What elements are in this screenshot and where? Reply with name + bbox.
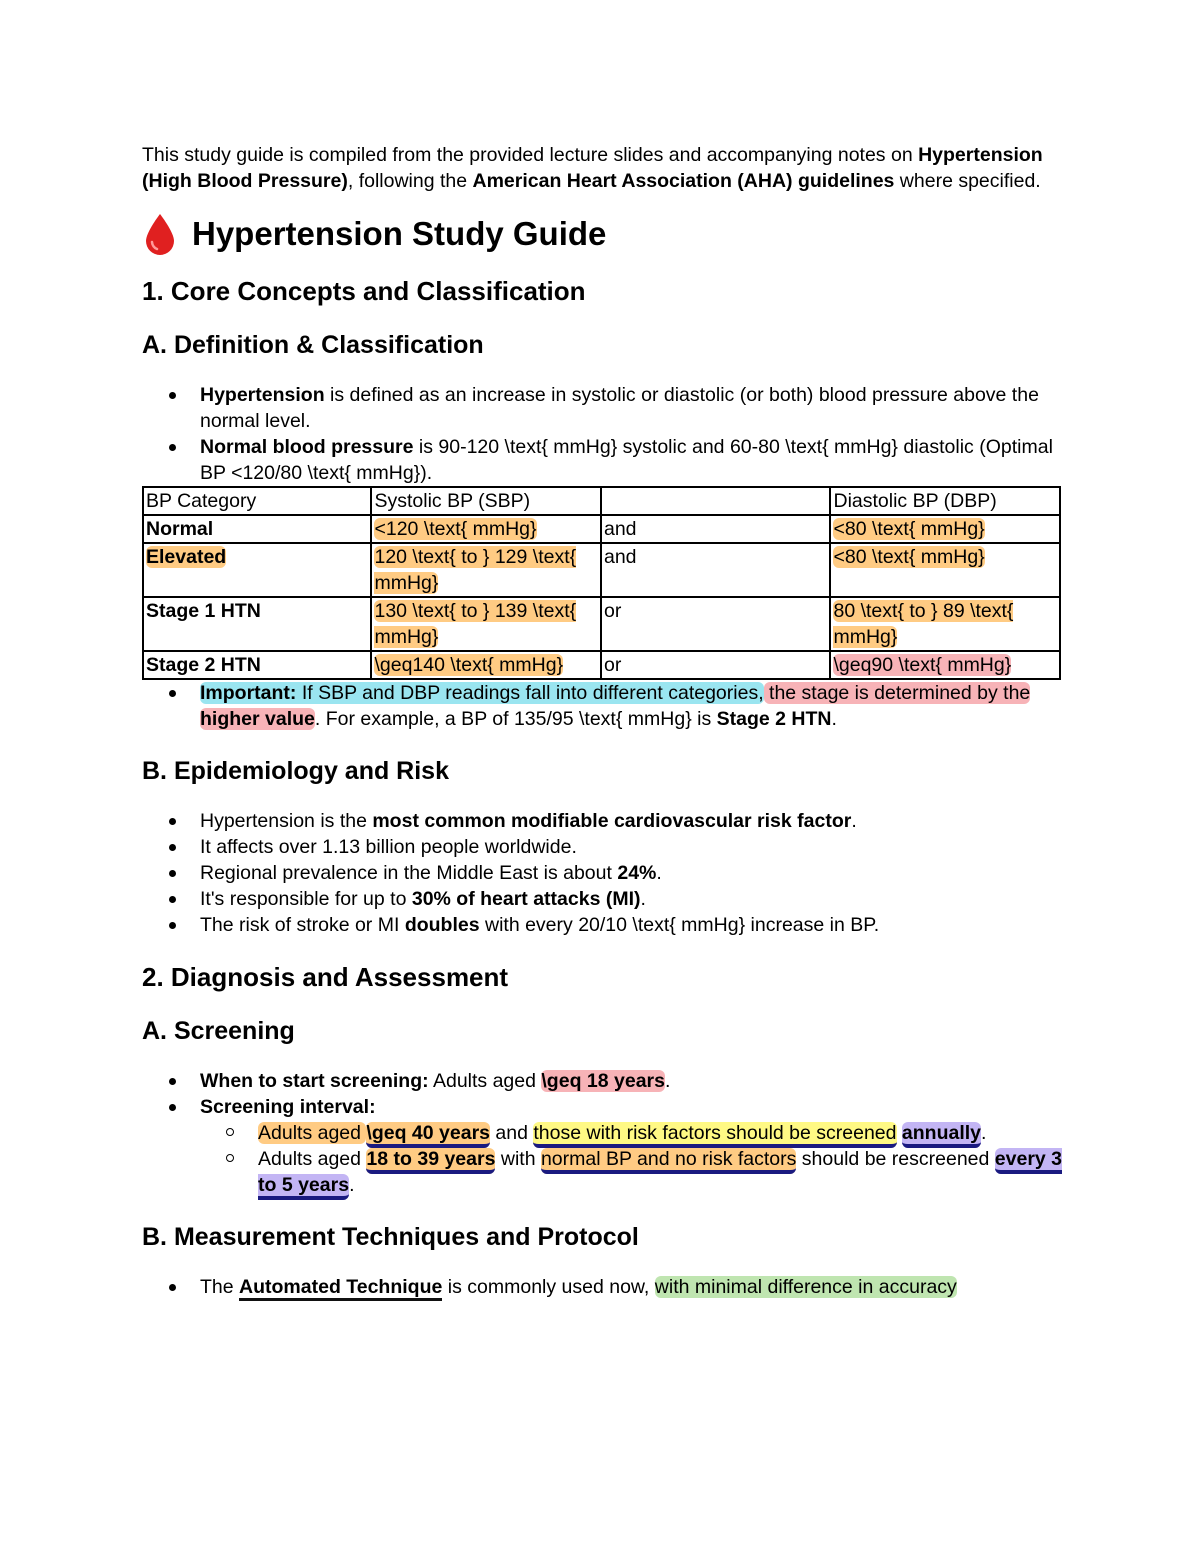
item-text: and (490, 1122, 534, 1144)
item-text: is 90-120 \text{ mmHg} systolic and 60-80 \text{ mmHg} diastolic (Optimal BP <120/80 \text{ mmHg}). (200, 436, 1053, 484)
sbp-value: 130 \text{ to } 139 \text{ mmHg} (374, 600, 577, 648)
item-text: the stage is determined by the (763, 682, 1031, 704)
emphasis-bold: higher value (200, 708, 315, 730)
screening-list (142, 1068, 1072, 1198)
table-header-cell (601, 487, 831, 515)
term-bold: Hypertension (200, 384, 325, 406)
title-text: Hypertension Study Guide (192, 215, 607, 252)
category-label: Stage 1 HTN (146, 600, 261, 622)
table-header-row (143, 487, 1060, 515)
item-text: Regional prevalence in the Middle East is about (200, 862, 618, 884)
list-item (200, 434, 1072, 486)
table-cell (143, 597, 371, 651)
intro-bold-guidelines: American Heart Association (AHA) guidelines (472, 170, 895, 192)
item-text: Adults aged (258, 1122, 367, 1144)
item-text: . (640, 888, 646, 910)
item-text: with every 20/10 \text{ mmHg} increase in BP. (479, 914, 880, 936)
list-item (200, 886, 1072, 912)
item-text: is commonly used now, (442, 1276, 655, 1298)
item-text: is defined as an increase in systolic or diastolic (or both) blood pressure above the normal level. (200, 384, 1039, 432)
emphasis-bold: every 3 to 5 years (258, 1148, 1062, 1200)
table-cell (143, 651, 371, 679)
section-heading-core-concepts: 1. Core Concepts and Classification (142, 276, 586, 306)
term-bold: When to start screening: (200, 1070, 429, 1092)
important-note-list (142, 680, 1072, 732)
document-page (142, 142, 1072, 1300)
table-cell (143, 543, 371, 597)
item-text: . (981, 1122, 987, 1144)
sub-list-item (258, 1146, 1072, 1198)
sbp-value: 120 \text{ to } 129 \text{ mmHg} (374, 546, 577, 594)
table-row (143, 597, 1060, 651)
table-row (143, 515, 1060, 543)
intro-text: , following the (347, 170, 473, 192)
emphasis-bold: 18 to 39 years (366, 1148, 495, 1174)
item-text: The risk of stroke or MI (200, 914, 405, 936)
definition-list (142, 382, 1072, 486)
sub-list (200, 1120, 1072, 1198)
list-item (200, 912, 1072, 938)
emphasis-bold: \geq 18 years (541, 1070, 665, 1092)
list-item (200, 1274, 1072, 1300)
subsection-heading-definition: A. Definition & Classification (142, 331, 484, 359)
item-text: . (664, 1070, 671, 1092)
table-row (143, 543, 1060, 597)
important-label: Important: (200, 682, 297, 704)
emphasis-bold: most common modifiable cardiovascular risk factor (372, 810, 852, 832)
table-row (143, 651, 1060, 679)
table-cell: and (601, 543, 831, 597)
sub-list-item (258, 1120, 1072, 1146)
emphasis-bold: Automated Technique (239, 1276, 442, 1301)
list-item (200, 1068, 1072, 1094)
epidemiology-list (142, 808, 1072, 938)
item-text: It's responsible for up to (200, 888, 412, 910)
term-bold: Normal blood pressure (200, 436, 414, 458)
emphasis-bold: 30% of heart attacks (MI) (411, 888, 641, 910)
category-label: Stage 2 HTN (146, 654, 261, 676)
table-cell (830, 651, 1060, 679)
list-item (200, 382, 1072, 434)
list-item (200, 1094, 1072, 1198)
item-text: . (851, 810, 857, 832)
item-text: . For example, a BP of 135/95 \text{ mmHg} is (314, 708, 717, 730)
emphasis-bold: Stage 2 HTN (716, 708, 832, 730)
page-title (142, 212, 1072, 256)
emphasis-bold: doubles (404, 914, 480, 936)
table-cell (143, 515, 371, 543)
item-text: . (656, 862, 662, 884)
list-item (200, 808, 1072, 834)
item-text: . (349, 1174, 355, 1196)
item-text: with (495, 1148, 541, 1170)
item-text: those with risk factors should be screened (533, 1122, 896, 1148)
subsection-heading-screening: A. Screening (142, 1017, 295, 1045)
list-item: It affects over 1.13 billion people worldwide. (200, 834, 1072, 860)
table-header-cell: BP Category (143, 487, 371, 515)
term-bold: Screening interval: (200, 1096, 376, 1118)
table-header-cell: Diastolic BP (DBP) (830, 487, 1060, 515)
category-label: Elevated (146, 546, 227, 568)
table-cell (371, 651, 601, 679)
dbp-value: <80 \text{ mmHg} (833, 546, 985, 568)
table-cell: and (601, 515, 831, 543)
item-text: normal BP and no risk factors (541, 1148, 796, 1174)
table-cell: or (601, 651, 831, 679)
dbp-value: 80 \text{ to } 89 \text{ mmHg} (833, 600, 1014, 648)
bp-classification-table (142, 486, 1061, 680)
item-text: The (200, 1276, 240, 1298)
blood-drop-icon (142, 212, 178, 256)
emphasis-bold: 24% (617, 862, 657, 884)
item-text: . (831, 708, 837, 730)
intro-bold-topic: Hypertension (High Blood Pressure) (142, 144, 1043, 192)
item-text: should be rescreened (796, 1148, 995, 1170)
item-text: Hypertension is the (200, 810, 373, 832)
table-cell: or (601, 597, 831, 651)
category-label: Normal (146, 518, 214, 540)
item-text: If SBP and DBP readings fall into different categories, (296, 682, 764, 704)
section-heading-diagnosis: 2. Diagnosis and Assessment (142, 962, 509, 992)
list-item (200, 680, 1072, 732)
subsection-heading-measurement: B. Measurement Techniques and Protocol (142, 1223, 639, 1251)
intro-text: where specified. (894, 170, 1041, 192)
sbp-value: \geq140 \text{ mmHg} (374, 654, 564, 676)
item-text: Adults aged (258, 1148, 367, 1170)
item-text: Adults aged (428, 1070, 542, 1092)
table-cell (830, 543, 1060, 597)
dbp-value: <80 \text{ mmHg} (833, 518, 985, 540)
list-item (200, 860, 1072, 886)
measurement-list (142, 1274, 1072, 1300)
intro-paragraph (142, 142, 1072, 194)
table-cell (371, 543, 601, 597)
emphasis-bold: annually (902, 1122, 981, 1148)
sbp-value: <120 \text{ mmHg} (374, 518, 537, 540)
dbp-value: \geq90 \text{ mmHg} (833, 654, 1012, 676)
intro-text: This study guide is compiled from the provided lecture slides and accompanying notes on (142, 144, 919, 166)
table-cell (371, 597, 601, 651)
subsection-heading-epidemiology: B. Epidemiology and Risk (142, 757, 449, 785)
table-header-cell: Systolic BP (SBP) (371, 487, 601, 515)
table-cell (371, 515, 601, 543)
table-cell (830, 515, 1060, 543)
emphasis-bold: \geq 40 years (366, 1122, 490, 1148)
item-text: with minimal difference in accuracy (654, 1276, 957, 1298)
table-cell (830, 597, 1060, 651)
